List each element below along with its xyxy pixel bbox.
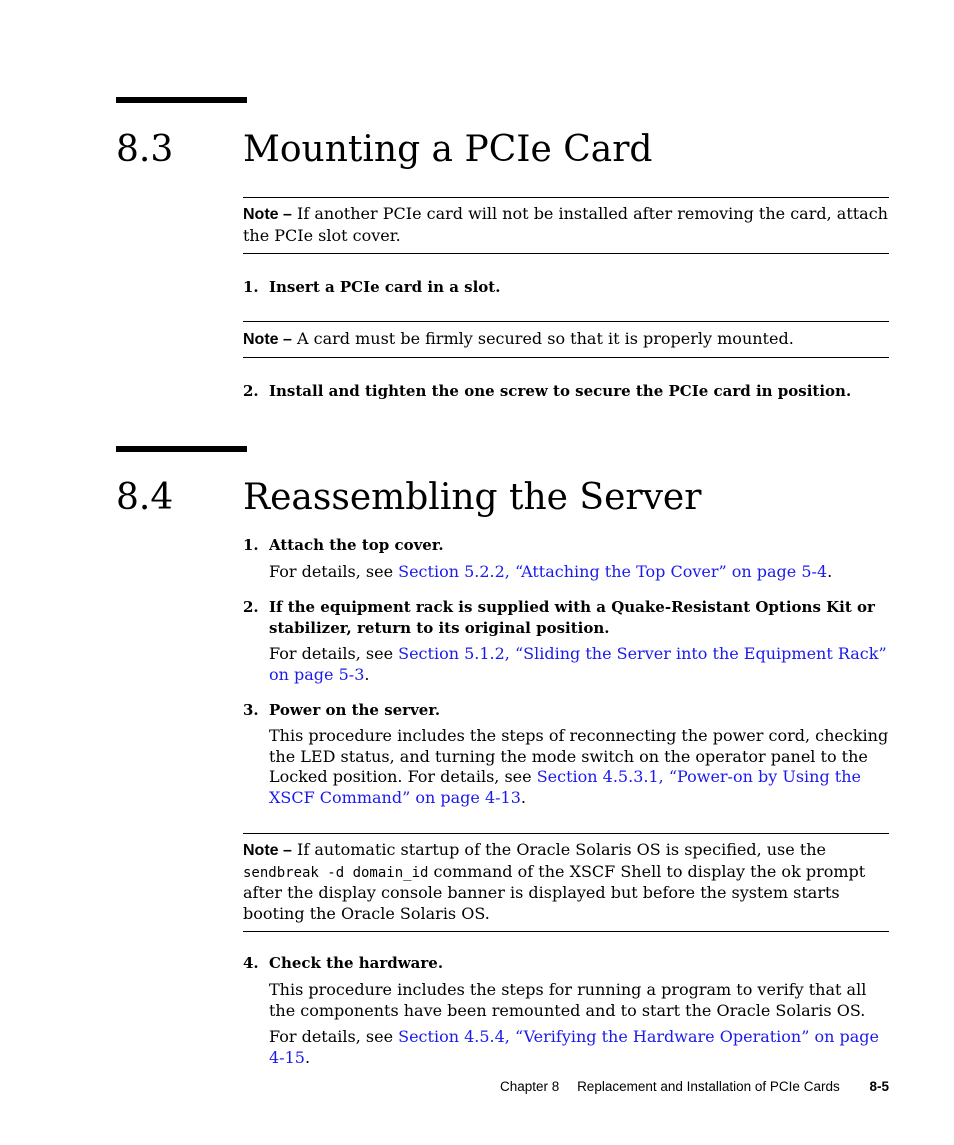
detail-text: This procedure includes the steps of reconnecting the power cord, checking the LED status, and turning the mode switch on the operator panel to the Locked position. For details, see: [269, 726, 889, 786]
footer-chapter-title: Replacement and Installation of PCIe Cards: [577, 1079, 840, 1094]
section-title: Reassembling the Server: [243, 477, 702, 518]
step-number: 4.: [243, 954, 259, 972]
note-box: [243, 321, 889, 358]
page-footer: [0, 1079, 889, 1094]
step-detail: [269, 644, 889, 685]
footer-chapter: Chapter 8: [500, 1079, 560, 1094]
step-number: 2.: [243, 598, 259, 616]
step-item: [243, 953, 889, 974]
step-item: [243, 597, 889, 639]
step-detail: [269, 1027, 889, 1068]
detail-text: .: [304, 1047, 311, 1067]
detail-text: For details, see: [269, 1027, 399, 1046]
detail-text: For details, see: [269, 644, 399, 663]
step-text: Attach the top cover.: [269, 536, 444, 554]
step-detail: [269, 726, 889, 808]
note-label: Note –: [243, 206, 292, 223]
note-text: command of the XSCF Shell to display the ok prompt after the display console banner is displayed but before the system starts booting the Oracle Solaris OS.: [243, 861, 866, 923]
step-text: Install and tighten the one screw to secure the PCIe card in position.: [269, 382, 852, 400]
step-number: 1.: [243, 536, 259, 554]
cross-reference-link[interactable]: Section 4.5.4, “Verifying the Hardware Operation” on page 4-15: [269, 1027, 880, 1067]
detail-text: .: [364, 664, 370, 684]
step-item: [243, 700, 889, 721]
step-item: [243, 381, 889, 402]
code-command: sendbreak -d domain_id: [243, 864, 429, 881]
section-number: 8.3: [116, 129, 174, 170]
page-number: 8-5: [869, 1079, 889, 1094]
step-text: Insert a PCIe card in a slot.: [269, 278, 501, 296]
step-detail: [269, 562, 889, 583]
section-rule: [116, 97, 247, 103]
note-text: If automatic startup of the Oracle Solaris OS is specified, use the: [297, 840, 827, 859]
step-detail: This procedure includes the steps for running a program to verify that all the components have been remounted and to start the Oracle Solaris OS.: [269, 980, 867, 1020]
step-item: [243, 535, 889, 556]
step-item: [243, 277, 889, 298]
step-number: 2.: [243, 382, 259, 400]
detail-text: For details, see: [269, 562, 399, 581]
step-text: Check the hardware.: [269, 954, 444, 972]
note-text: If another PCIe card will not be installed after removing the card, attach the PCIe slot cover.: [243, 204, 888, 245]
note-text: A card must be firmly secured so that it is properly mounted.: [297, 329, 794, 348]
step-number: 1.: [243, 278, 259, 296]
note-label: Note –: [243, 331, 292, 348]
detail-text: .: [827, 562, 833, 581]
step-number: 3.: [243, 701, 259, 719]
step-text: Power on the server.: [269, 701, 441, 719]
cross-reference-link[interactable]: Section 4.5.3.1, “Power-on by Using the XSCF Command” on page 4-13: [269, 767, 861, 807]
section-number: 8.4: [116, 477, 174, 518]
section-title: Mounting a PCIe Card: [243, 129, 653, 170]
section-rule: [116, 446, 247, 452]
note-box: [243, 197, 889, 254]
cross-reference-link[interactable]: Section 5.2.2, “Attaching the Top Cover” on page 5-4: [398, 562, 828, 581]
note-box: [243, 833, 889, 932]
step-text: If the equipment rack is supplied with a Quake-Resistant Options Kit or stabilizer, return to its original position.: [269, 598, 875, 637]
detail-text: .: [520, 787, 526, 807]
note-label: Note –: [243, 842, 292, 859]
cross-reference-link[interactable]: Section 5.1.2, “Sliding the Server into the Equipment Rack” on page 5-3: [269, 644, 887, 684]
